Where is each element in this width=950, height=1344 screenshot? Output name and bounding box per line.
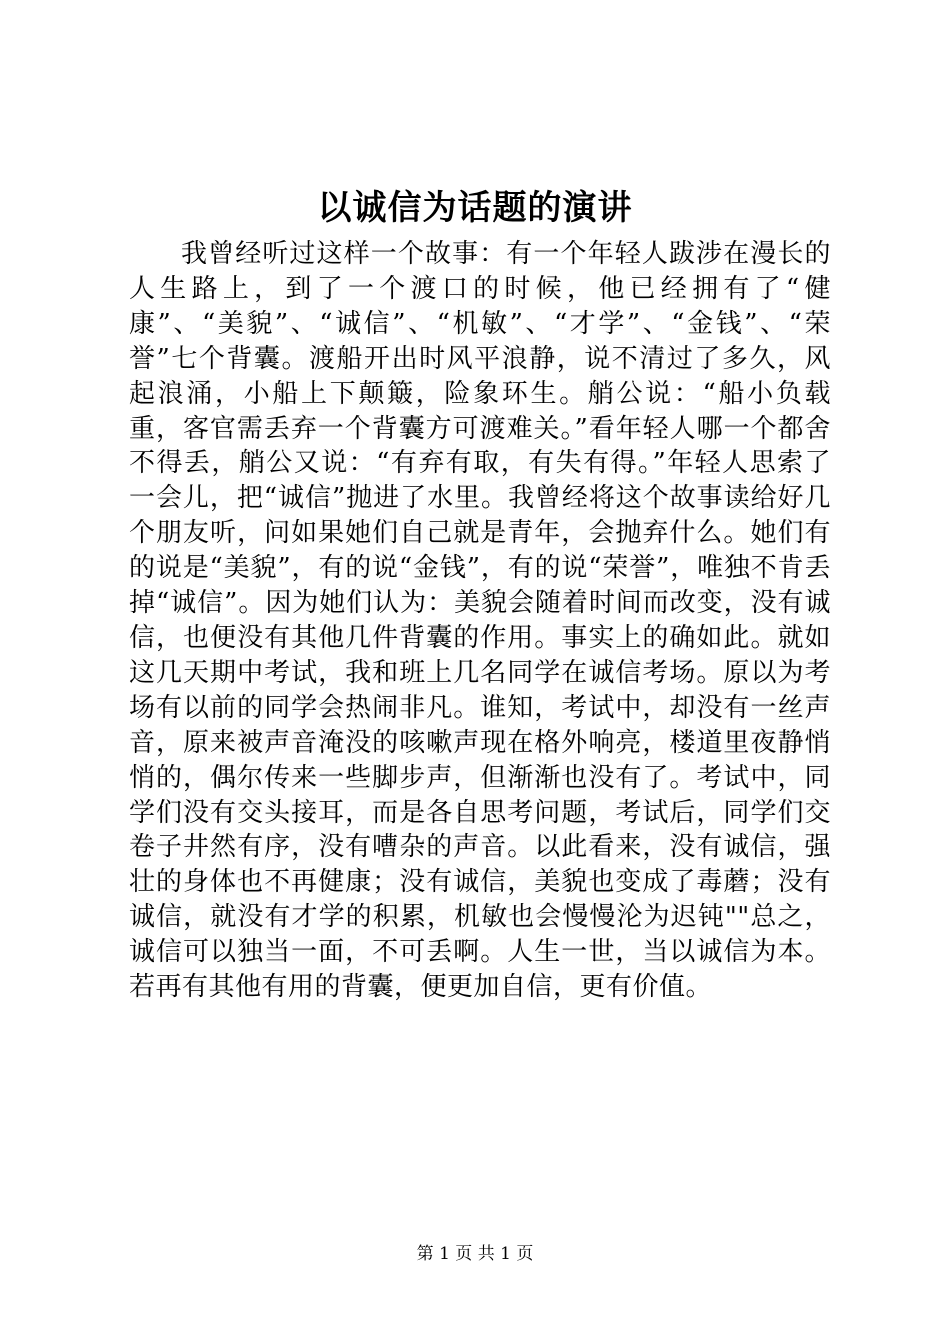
body-paragraph: 我曾经听过这样一个故事：有一个年轻人跋涉在漫长的人生路上，到了一个渡口的时候，他已经拥有了“健康”、“美貌”、“诚信”、“机敏”、“才学”、“金钱”、“荣誉”七个背囊。渡船开出时风平浪静，说不清过了多久，风起浪涌，小船上下颠簸，险象环生。艄公说：“船小负载重，客官需丢弃一个背囊方可渡难关。”看年轻人哪一个都舍不得丢，艄公又说：“有弃有取，有失有得。”年轻人思索了一会儿，把“诚信”抛进了水里。我曾经将这个故事读给好几个朋友听，问如果她们自己就是青年，会抛弃什么。她们有的说是“美貌”，有的说“金钱”，有的说“荣誉”，唯独不肯丢掉“诚信”。因为她们认为：美貌会随着时间而改变，没有诚信，也便没有其他几件背囊的作用。事实上的确如此。就如这几天期中考试，我和班上几名同学在诚信考场。原以为考场有以前的同学会热闹非凡。谁知，考试中，却没有一丝声音，原来被声音淹没的咳嗽声现在格外响亮，楼道里夜静悄悄的，偶尔传来一些脚步声，但渐渐也没有了。考试中，同学们没有交头接耳，而是各自思考问题，考试后，同学们交卷子井然有序，没有嘈杂的声音。以此看来，没有诚信，强壮的身体也不再健康；没有诚信，美貌也变成了毒蘑；没有诚信，就没有才学的积累，机敏也会慢慢沦为迟钝""总之，诚信可以独当一面，不可丢啊。人生一世，当以诚信为本。若再有其他有用的背囊，便更加自信，更有价值。: [129, 239, 831, 1003]
document-title: 以诚信为话题的演讲: [317, 188, 633, 228]
page-footer: 第 1 页 共 1 页: [416, 1244, 534, 1264]
